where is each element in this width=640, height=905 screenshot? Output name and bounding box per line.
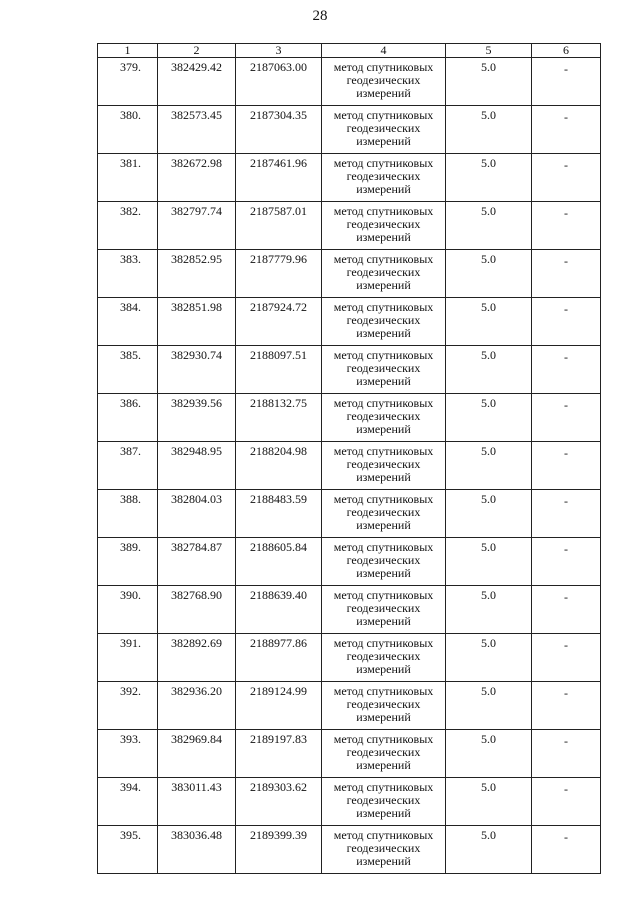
x-coordinate-cell: 382573.45 xyxy=(158,106,236,154)
method-cell: метод спутниковых геодезических измерений xyxy=(322,298,446,346)
x-coordinate-cell: 382768.90 xyxy=(158,586,236,634)
note-cell: - xyxy=(532,538,601,586)
note-cell: - xyxy=(532,730,601,778)
point-number-cell: 393. xyxy=(98,730,158,778)
x-coordinate-cell: 382948.95 xyxy=(158,442,236,490)
accuracy-cell: 5.0 xyxy=(446,682,532,730)
note-cell: - xyxy=(532,58,601,106)
header-col-2: 2 xyxy=(158,44,236,58)
point-number-cell: 391. xyxy=(98,634,158,682)
note-cell: - xyxy=(532,778,601,826)
point-number-cell: 381. xyxy=(98,154,158,202)
accuracy-cell: 5.0 xyxy=(446,778,532,826)
note-cell: - xyxy=(532,634,601,682)
table-row xyxy=(98,586,601,634)
method-cell: метод спутниковых геодезических измерений xyxy=(322,826,446,874)
x-coordinate-cell: 382852.95 xyxy=(158,250,236,298)
y-coordinate-cell: 2188204.98 xyxy=(236,442,322,490)
y-coordinate-cell: 2189303.62 xyxy=(236,778,322,826)
method-cell: метод спутниковых геодезических измерений xyxy=(322,202,446,250)
note-cell: - xyxy=(532,586,601,634)
y-coordinate-cell: 2187063.00 xyxy=(236,58,322,106)
y-coordinate-cell: 2189399.39 xyxy=(236,826,322,874)
y-coordinate-cell: 2188132.75 xyxy=(236,394,322,442)
table-row xyxy=(98,394,601,442)
y-coordinate-cell: 2188639.40 xyxy=(236,586,322,634)
table-row xyxy=(98,778,601,826)
x-coordinate-cell: 382892.69 xyxy=(158,634,236,682)
note-cell: - xyxy=(532,394,601,442)
accuracy-cell: 5.0 xyxy=(446,346,532,394)
accuracy-cell: 5.0 xyxy=(446,394,532,442)
note-cell: - xyxy=(532,490,601,538)
table-row xyxy=(98,202,601,250)
table-row xyxy=(98,634,601,682)
accuracy-cell: 5.0 xyxy=(446,154,532,202)
method-cell: метод спутниковых геодезических измерений xyxy=(322,106,446,154)
x-coordinate-cell: 382939.56 xyxy=(158,394,236,442)
table-row xyxy=(98,682,601,730)
point-number-cell: 380. xyxy=(98,106,158,154)
x-coordinate-cell: 382969.84 xyxy=(158,730,236,778)
x-coordinate-cell: 382804.03 xyxy=(158,490,236,538)
method-cell: метод спутниковых геодезических измерений xyxy=(322,346,446,394)
y-coordinate-cell: 2187587.01 xyxy=(236,202,322,250)
method-cell: метод спутниковых геодезических измерений xyxy=(322,250,446,298)
x-coordinate-cell: 383011.43 xyxy=(158,778,236,826)
table-row xyxy=(98,298,601,346)
point-number-cell: 385. xyxy=(98,346,158,394)
note-cell: - xyxy=(532,298,601,346)
x-coordinate-cell: 382784.87 xyxy=(158,538,236,586)
accuracy-cell: 5.0 xyxy=(446,106,532,154)
accuracy-cell: 5.0 xyxy=(446,826,532,874)
accuracy-cell: 5.0 xyxy=(446,586,532,634)
table-row xyxy=(98,58,601,106)
method-cell: метод спутниковых геодезических измерений xyxy=(322,682,446,730)
table-row xyxy=(98,106,601,154)
method-cell: метод спутниковых геодезических измерений xyxy=(322,442,446,490)
table-row xyxy=(98,442,601,490)
accuracy-cell: 5.0 xyxy=(446,730,532,778)
y-coordinate-cell: 2188605.84 xyxy=(236,538,322,586)
x-coordinate-cell: 383036.48 xyxy=(158,826,236,874)
header-col-5: 5 xyxy=(446,44,532,58)
method-cell: метод спутниковых геодезических измерений xyxy=(322,730,446,778)
table-row xyxy=(98,730,601,778)
x-coordinate-cell: 382851.98 xyxy=(158,298,236,346)
y-coordinate-cell: 2188977.86 xyxy=(236,634,322,682)
point-number-cell: 395. xyxy=(98,826,158,874)
header-col-3: 3 xyxy=(236,44,322,58)
method-cell: метод спутниковых геодезических измерений xyxy=(322,586,446,634)
accuracy-cell: 5.0 xyxy=(446,202,532,250)
method-cell: метод спутниковых геодезических измерений xyxy=(322,538,446,586)
note-cell: - xyxy=(532,682,601,730)
table-row xyxy=(98,250,601,298)
x-coordinate-cell: 382936.20 xyxy=(158,682,236,730)
method-cell: метод спутниковых геодезических измерений xyxy=(322,490,446,538)
y-coordinate-cell: 2189124.99 xyxy=(236,682,322,730)
method-cell: метод спутниковых геодезических измерений xyxy=(322,154,446,202)
table-row xyxy=(98,826,601,874)
x-coordinate-cell: 382797.74 xyxy=(158,202,236,250)
accuracy-cell: 5.0 xyxy=(446,538,532,586)
y-coordinate-cell: 2188097.51 xyxy=(236,346,322,394)
table-row xyxy=(98,346,601,394)
accuracy-cell: 5.0 xyxy=(446,298,532,346)
table-row xyxy=(98,538,601,586)
y-coordinate-cell: 2187304.35 xyxy=(236,106,322,154)
x-coordinate-cell: 382429.42 xyxy=(158,58,236,106)
method-cell: метод спутниковых геодезических измерений xyxy=(322,394,446,442)
coordinates-table xyxy=(97,43,601,874)
method-cell: метод спутниковых геодезических измерений xyxy=(322,778,446,826)
y-coordinate-cell: 2189197.83 xyxy=(236,730,322,778)
note-cell: - xyxy=(532,250,601,298)
point-number-cell: 394. xyxy=(98,778,158,826)
x-coordinate-cell: 382930.74 xyxy=(158,346,236,394)
accuracy-cell: 5.0 xyxy=(446,58,532,106)
method-cell: метод спутниковых геодезических измерений xyxy=(322,634,446,682)
accuracy-cell: 5.0 xyxy=(446,634,532,682)
point-number-cell: 379. xyxy=(98,58,158,106)
accuracy-cell: 5.0 xyxy=(446,490,532,538)
point-number-cell: 390. xyxy=(98,586,158,634)
note-cell: - xyxy=(532,826,601,874)
note-cell: - xyxy=(532,154,601,202)
table-row xyxy=(98,490,601,538)
x-coordinate-cell: 382672.98 xyxy=(158,154,236,202)
header-col-6: 6 xyxy=(532,44,601,58)
method-cell: метод спутниковых геодезических измерений xyxy=(322,58,446,106)
point-number-cell: 392. xyxy=(98,682,158,730)
y-coordinate-cell: 2187924.72 xyxy=(236,298,322,346)
y-coordinate-cell: 2187779.96 xyxy=(236,250,322,298)
header-col-1: 1 xyxy=(98,44,158,58)
y-coordinate-cell: 2188483.59 xyxy=(236,490,322,538)
point-number-cell: 387. xyxy=(98,442,158,490)
accuracy-cell: 5.0 xyxy=(446,442,532,490)
point-number-cell: 384. xyxy=(98,298,158,346)
accuracy-cell: 5.0 xyxy=(446,250,532,298)
point-number-cell: 383. xyxy=(98,250,158,298)
note-cell: - xyxy=(532,346,601,394)
page-number: 28 xyxy=(312,8,328,24)
header-col-4: 4 xyxy=(322,44,446,58)
point-number-cell: 386. xyxy=(98,394,158,442)
table-header-row xyxy=(98,44,601,58)
y-coordinate-cell: 2187461.96 xyxy=(236,154,322,202)
point-number-cell: 388. xyxy=(98,490,158,538)
table-row xyxy=(98,154,601,202)
note-cell: - xyxy=(532,442,601,490)
note-cell: - xyxy=(532,106,601,154)
point-number-cell: 389. xyxy=(98,538,158,586)
point-number-cell: 382. xyxy=(98,202,158,250)
note-cell: - xyxy=(532,202,601,250)
